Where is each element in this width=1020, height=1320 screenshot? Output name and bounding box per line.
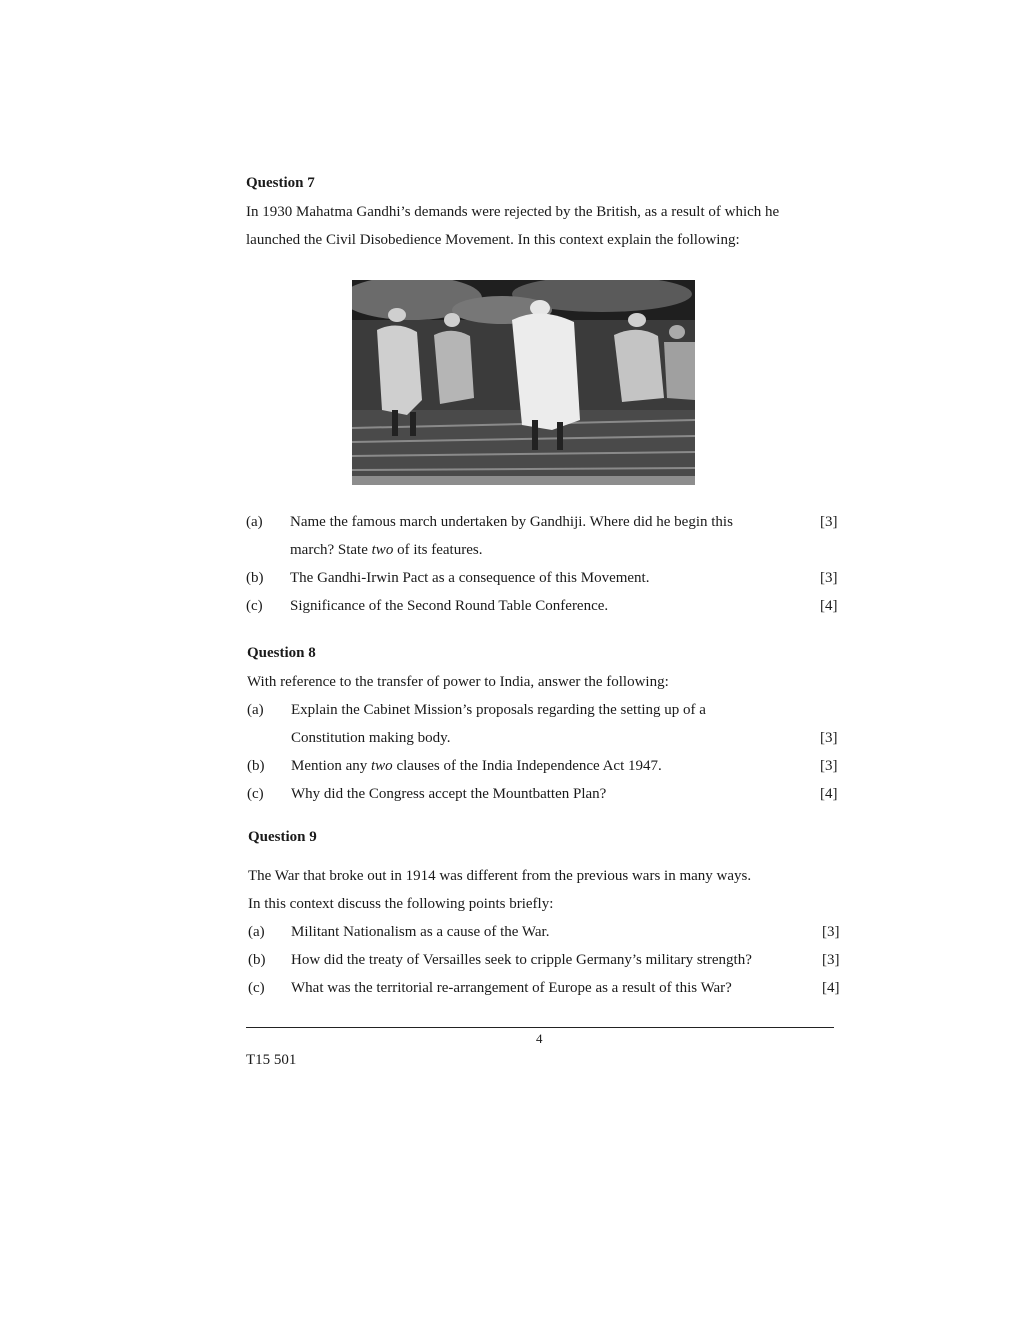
q9-item-a-marks: [3] [822, 924, 840, 940]
q8-item-b-marks: [3] [820, 758, 838, 774]
q8-item-a [247, 696, 840, 724]
q8-item-a-line2-text: Constitution making body. [291, 730, 451, 746]
photo-illustration [352, 280, 695, 485]
q9-item-b-marks: [3] [822, 952, 840, 968]
q9-item-a-text: Militant Nationalism as a cause of the War. [291, 924, 550, 940]
q7-item-c-label: (c) [246, 598, 263, 614]
question-7-intro: In 1930 Mahatma Gandhi’s demands were rejected by the British, as a result of which he launched the Civil Disobedience Movement. In this context explain the following: [246, 204, 780, 248]
q8-item-c-marks: [4] [820, 786, 838, 802]
q9-item-b [248, 946, 840, 974]
q9-item-c-text: What was the territorial re-arrangement of Europe as a result of this War? [291, 980, 732, 996]
q8-item-b-label: (b) [247, 758, 265, 774]
q7-item-a-label: (a) [246, 514, 263, 530]
q8-item-a-text: Explain the Cabinet Mission’s proposals regarding the setting up of a [291, 702, 706, 718]
q7-item-a-line2 [290, 536, 790, 564]
q8-item-c [247, 780, 840, 808]
q9-item-a-label: (a) [248, 924, 265, 940]
q9-item-b-text: How did the treaty of Versailles seek to cripple Germany’s military strength? [291, 952, 752, 968]
q7-item-a-line2-post: of its features. [393, 542, 483, 558]
q7-item-b-marks: [3] [820, 570, 838, 586]
footer-rule [246, 1027, 834, 1028]
question-8-title: Question 8 [247, 645, 316, 661]
q9-item-a [248, 918, 840, 946]
q9-item-c [248, 974, 840, 1002]
q7-item-a-marks: [3] [820, 514, 838, 530]
salt-march-photo [352, 280, 695, 485]
question-9-title: Question 9 [248, 829, 317, 845]
q7-item-a-text: Name the famous march undertaken by Gandhiji. Where did he begin this [290, 514, 733, 530]
q7-item-a [246, 508, 840, 536]
q9-item-c-marks: [4] [822, 980, 840, 996]
question-7-title: Question 7 [246, 175, 315, 191]
q7-item-c-text: Significance of the Second Round Table Conference. [290, 598, 609, 614]
q8-item-b-pre: Mention any [291, 758, 371, 774]
q7-item-b [246, 564, 840, 592]
q7-item-b-text: The Gandhi-Irwin Pact as a consequence of this Movement. [290, 570, 650, 586]
q8-item-b-post: clauses of the India Independence Act 1947. [392, 758, 662, 774]
q8-item-a-line2 [247, 724, 840, 752]
question-8-intro: With reference to the transfer of power to India, answer the following: [247, 674, 669, 690]
q8-item-b [247, 752, 840, 780]
q8-item-a-label: (a) [247, 702, 264, 718]
paper-code: T15 501 [246, 1052, 297, 1068]
question-9-intro-2: In this context discuss the following points briefly: [248, 896, 554, 912]
q8-item-b-em: two [371, 758, 393, 774]
q8-item-a-marks: [3] [820, 730, 838, 746]
q9-item-b-label: (b) [248, 952, 266, 968]
q7-item-b-label: (b) [246, 570, 264, 586]
q7-item-c [246, 592, 840, 620]
q7-item-a-line2-pre: march? State [290, 542, 372, 558]
page-number: 4 [536, 1031, 543, 1046]
q7-item-c-marks: [4] [820, 598, 838, 614]
q7-item-a-line2-em: two [371, 542, 394, 558]
q8-item-c-label: (c) [247, 786, 264, 802]
q8-item-c-text: Why did the Congress accept the Mountbatten Plan? [291, 786, 607, 802]
question-9-intro-1: The War that broke out in 1914 was different from the previous wars in many ways. [248, 868, 752, 884]
q9-item-c-label: (c) [248, 980, 265, 996]
